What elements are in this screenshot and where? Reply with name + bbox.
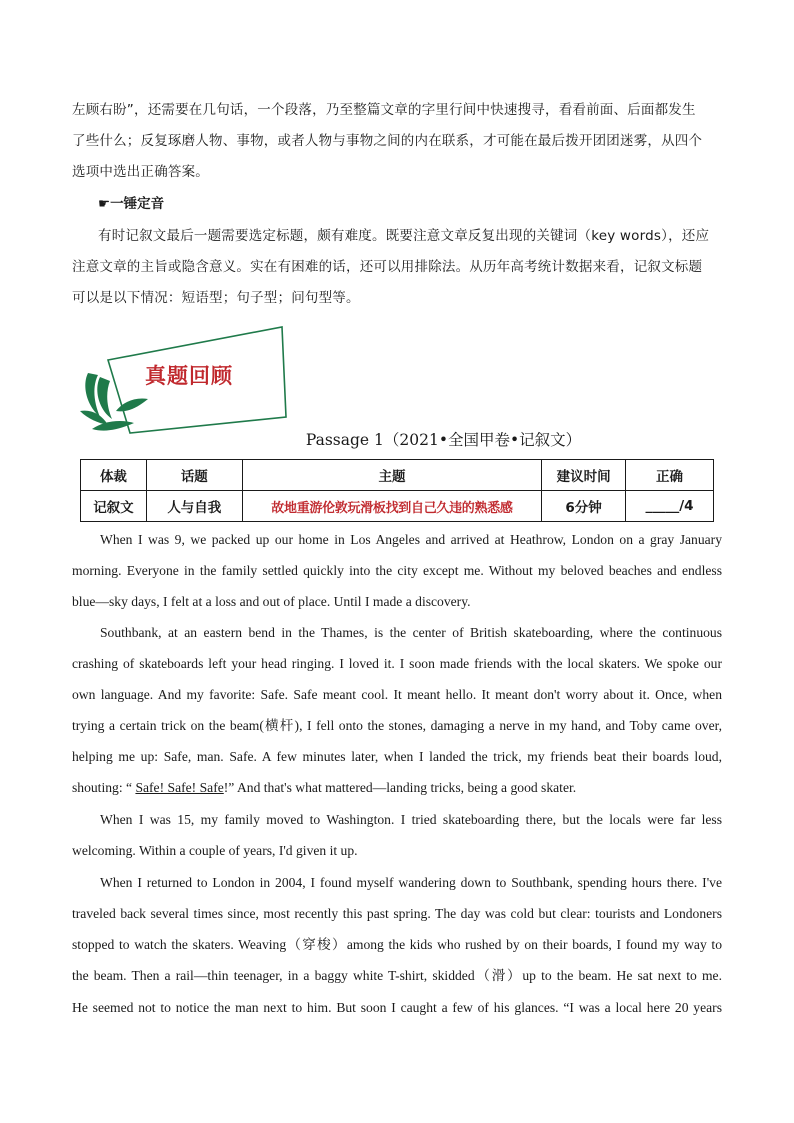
table-header-row [81,460,714,491]
article-line: welcoming. Within a couple of years, I'd given it up. [72,843,358,858]
cell-time: 6分钟 [542,491,626,522]
article-line: traveled back several times since, most recently this past spring. The day was cold but clear: tourists and Londoners [72,906,722,921]
tip-heading: ☛一锤定音 [98,196,165,212]
article-line: When I was 15, my family moved to Washington. I tried skateboarding there, but the locals were far less [100,812,722,827]
article-line: He seemed not to notice the man next to him. But soon I caught a few of his glances. “I was a local here 20 years [72,1000,722,1015]
article-line [72,778,722,798]
tip-line-3: 可以是以下情况：短语型；句子型；问句型等。 [72,290,360,306]
cell-genre: 记叙文 [81,491,147,522]
article-line: crashing of skateboards left your head ringing. I loved it. I soon made friends with the local skaters. We spoke our [72,656,722,671]
intro-line-2: 了些什么；反复琢磨人物、事物，或者人物与事物之间的内在联系，才可能在最后拨开团团迷雾，从四个 [72,133,703,149]
passage-title-text: Passage 1（2021•全国甲卷•记叙文） [305,431,582,449]
banner-title: 真题回顾 [145,364,233,388]
leaf-icon [97,377,112,419]
header-topic: 话题 [146,460,242,491]
tip-line-1: 有时记叙文最后一题需要选定标题，颇有难度。既要注意文章反复出现的关键词（key words），还应 [98,228,710,244]
header-score: 正确 [626,460,714,491]
passage-title [0,428,794,450]
leaf-icon [80,411,108,425]
tip-line-2: 注意文章的主旨或隐含意义。实在有困难的话，还可以用排除法。从历年高考统计数据来看，记叙文标题 [72,259,703,275]
article-line: helping me up: Safe, man. Safe. A few minutes later, when I landed the trick, my friends beat their boards loud, [72,749,722,764]
intro-line-1: 左顾右盼”，还需要在几句话，一个段落，乃至整篇文章的字里行间中快速搜寻，看看前面、后面都发生 [72,102,696,118]
article-line: trying a certain trick on the beam(横杆), I fell onto the stones, damaging a nerve in my hand, and Toby came over, [72,718,722,733]
article-line: morning. Everyone in the family settled quickly into the city except me. Without my beloved beaches and endless [72,563,722,578]
article-text: !” And that's what mattered—landing tricks, being a good skater. [223,780,577,795]
underlined-phrase: Safe! Safe! Safe [135,780,224,795]
article-line: Southbank, at an eastern bend in the Thames, is the center of British skateboarding, where the continuous [100,625,722,640]
article-line: When I returned to London in 2004, I found myself wandering down to Southbank, spending hours there. I've [100,875,722,890]
intro-line-3: 选项中选出正确答案。 [72,164,209,180]
header-theme: 主题 [242,460,541,491]
cell-score: _____/4 [626,491,714,522]
cell-topic: 人与自我 [146,491,242,522]
article-line: When I was 9, we packed up our home in Los Angeles and arrived at Heathrow, London on a gray January [100,532,722,547]
article-line: stopped to watch the skaters. Weaving（穿梭）among the kids who rushed by on their boards, I found my way to [72,937,722,952]
table-row [81,491,714,522]
article-text: shouting: “ [72,780,136,795]
article-line: the beam. Then a rail—thin teenager, in a baggy white T-shirt, skidded（滑）up to the beam. He sat next to me. [72,968,722,983]
passage-info-table [80,459,714,522]
header-time: 建议时间 [542,460,626,491]
header-genre: 体裁 [81,460,147,491]
article-line: blue—sky days, I felt at a loss and out of place. Until I made a discovery. [72,594,471,609]
cell-theme: 故地重游伦敦玩滑板找到自己久违的熟悉感 [242,491,541,522]
article-line: own language. And my favorite: Safe. Safe meant cool. It meant hello. It meant don't worry about it. Once, when [72,687,722,702]
